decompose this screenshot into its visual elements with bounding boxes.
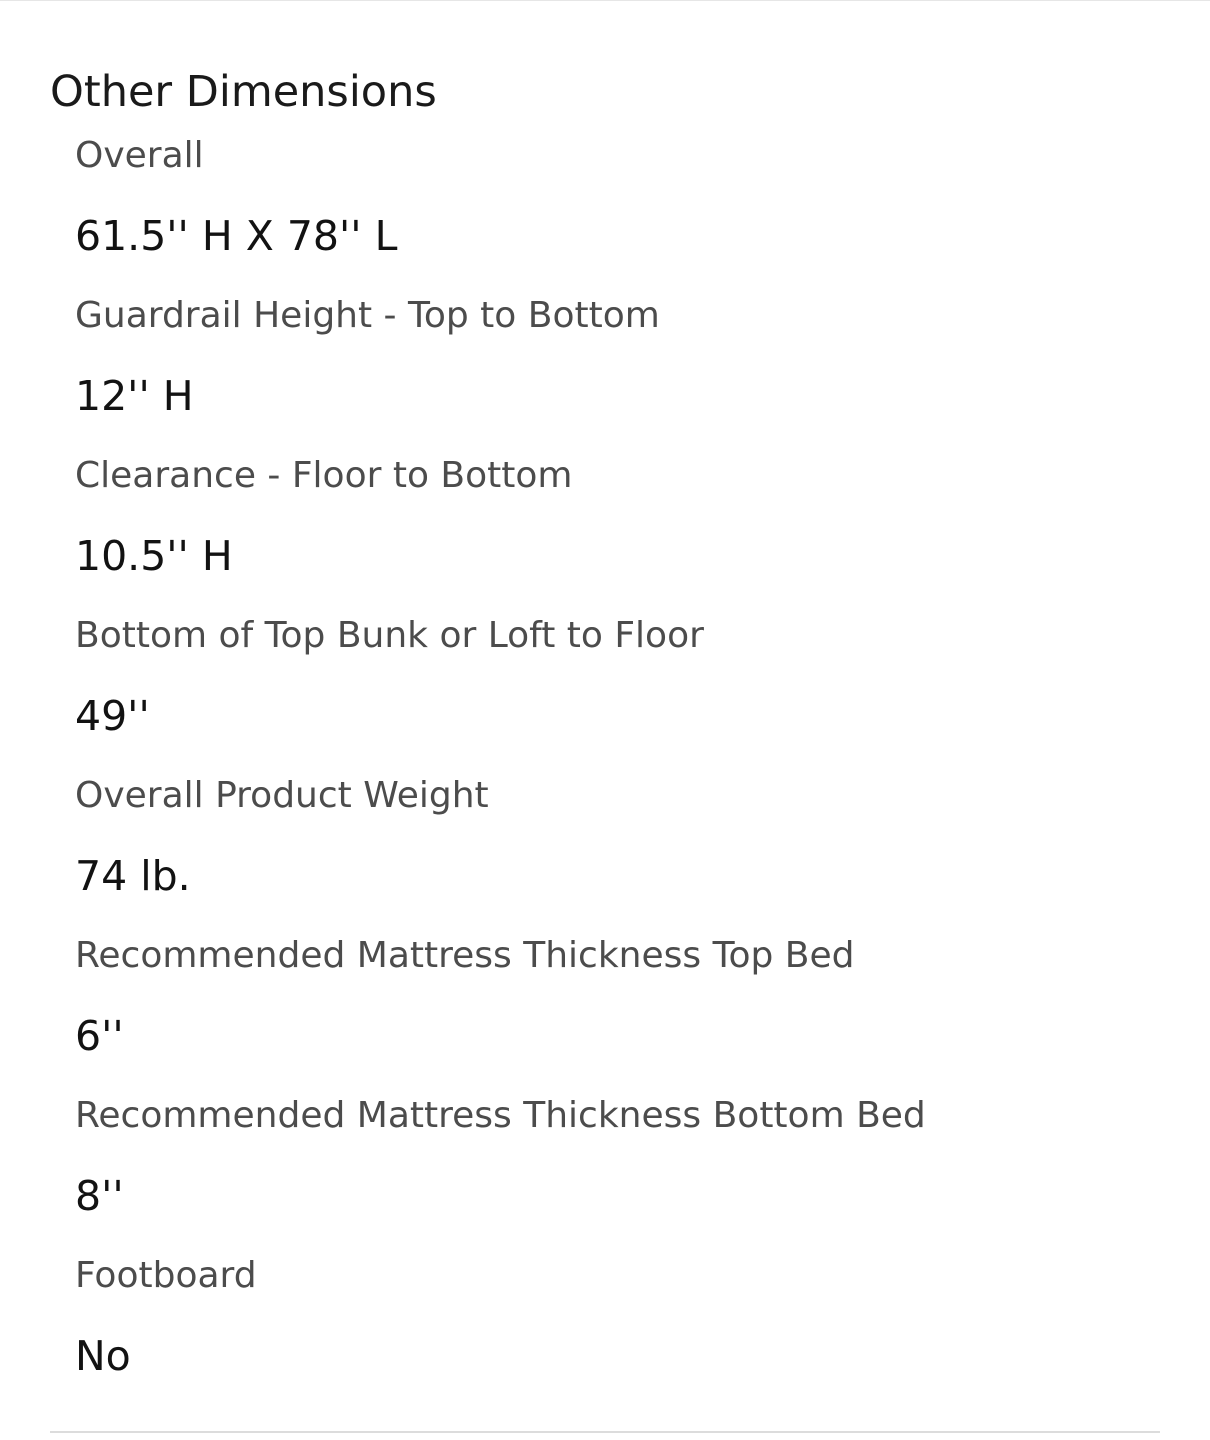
spec-label-clearance: Clearance - Floor to Bottom bbox=[75, 455, 573, 496]
spec-value-guardrail-height: 12'' H bbox=[75, 372, 194, 420]
spec-label-guardrail-height: Guardrail Height - Top to Bottom bbox=[75, 295, 660, 336]
spec-label-mattress-top-bed: Recommended Mattress Thickness Top Bed bbox=[75, 935, 855, 976]
spec-value-product-weight: 74 lb. bbox=[75, 852, 191, 900]
top-divider bbox=[0, 0, 1210, 1]
section-divider bbox=[50, 1431, 1160, 1433]
spec-label-top-bunk-to-floor: Bottom of Top Bunk or Loft to Floor bbox=[75, 615, 704, 656]
spec-value-mattress-bottom-bed: 8'' bbox=[75, 1172, 124, 1220]
spec-value-top-bunk-to-floor: 49'' bbox=[75, 692, 150, 740]
spec-value-mattress-top-bed: 6'' bbox=[75, 1012, 124, 1060]
spec-list bbox=[50, 124, 1160, 1404]
spec-value-clearance: 10.5'' H bbox=[75, 532, 233, 580]
spec-label-footboard: Footboard bbox=[75, 1255, 257, 1296]
other-dimensions-section bbox=[50, 60, 1160, 1404]
spec-label-product-weight: Overall Product Weight bbox=[75, 775, 489, 816]
section-title: Other Dimensions bbox=[50, 67, 437, 117]
spec-label-mattress-bottom-bed: Recommended Mattress Thickness Bottom Bed bbox=[75, 1095, 926, 1136]
spec-label-overall: Overall bbox=[75, 135, 204, 176]
spec-value-overall: 61.5'' H X 78'' L bbox=[75, 212, 398, 260]
spec-value-footboard: No bbox=[75, 1332, 131, 1380]
